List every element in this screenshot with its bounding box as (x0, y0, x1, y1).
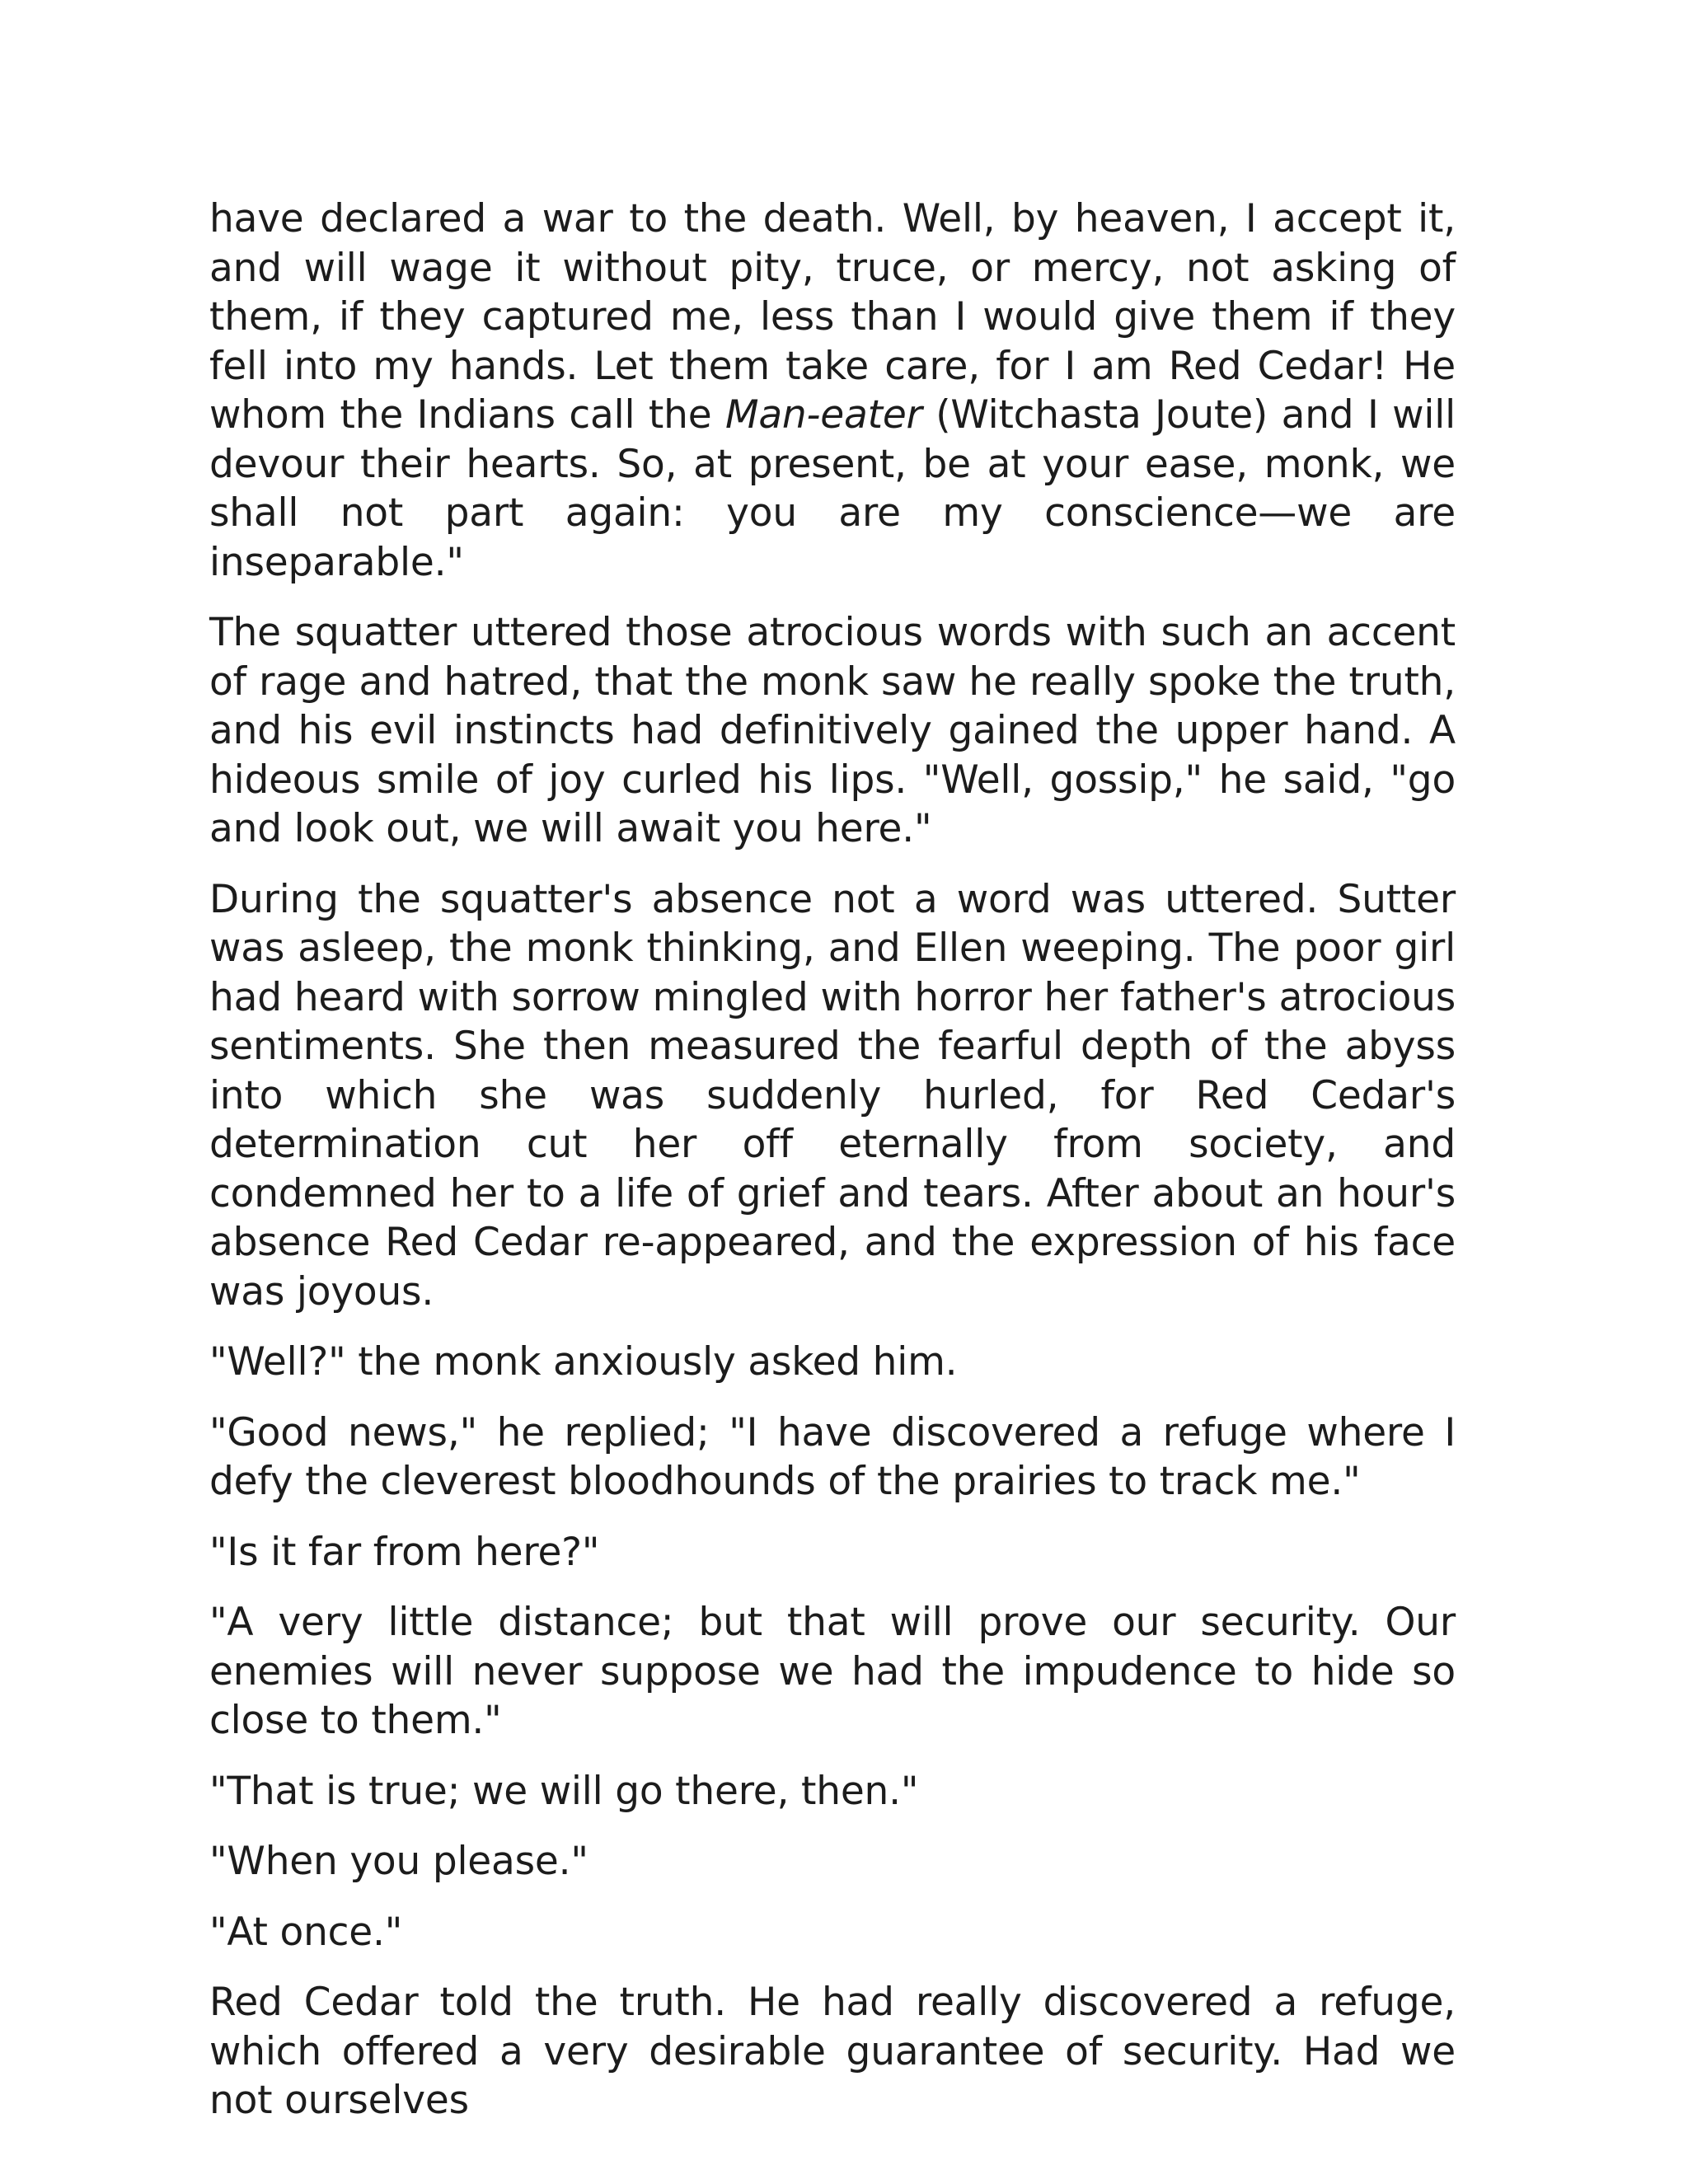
paragraph-4: "Well?" the monk anxiously asked him. (209, 1339, 958, 1385)
paragraph-11: Red Cedar told the truth. He had really discovered a refuge, which offered a very desirable guarantee of security. Had we not ourselves (209, 1980, 1456, 2123)
paragraph-1 (209, 194, 1456, 587)
paragraph-1-text-end: (Witchasta Joute) and I will devour their hearts. So, at present, be at your ease, monk, we shall not part again: you are my conscience—we are inseparable." (209, 392, 1456, 585)
paragraph-5: "Good news," he replied; "I have discovered a refuge where I defy the cleverest bloodhounds of the prairies to track me." (209, 1409, 1456, 1504)
paragraph-2: The squatter uttered those atrocious words with such an accent of rage and hatred, that the monk saw he really spoke the truth, and his evil instincts had definitively gained the upper hand. A hideous smile of joy curled his lips. "Well, gossip," he said, "go and look out, we will await you here." (209, 610, 1456, 851)
paragraph-1-text-start: have declared a war to the death. Well, by heaven, I accept it, and will wage it without pity, truce, or mercy, not asking of them, if they captured me, less than I would give them if they fell into my hands. Let them take care, for I am Red Cedar! He whom the Indians call the (209, 196, 1456, 438)
paragraph-10: "At once." (209, 1909, 403, 1955)
page-body (209, 194, 1456, 2147)
paragraph-1-italic-term: Man-eater (724, 392, 922, 438)
paragraph-3: During the squatter's absence not a word was uttered. Sutter was asleep, the monk thinking, and Ellen weeping. The poor girl had heard with sorrow mingled with horror her father's atrocious sentiments. She then measured the fearful depth of the abyss into which she was suddenly hurled, for Red Cedar's determination cut her off eternally from society, and condemned her to a life of grief and tears. After about an hour's absence Red Cedar re-appeared, and the expression of his face was joyous. (209, 876, 1456, 1315)
paragraph-8: "That is true; we will go there, then." (209, 1768, 919, 1814)
paragraph-9: "When you please." (209, 1839, 588, 1884)
paragraph-7: "A very little distance; but that will prove our security. Our enemies will never suppose we had the impudence to hide so close to them." (209, 1600, 1456, 1743)
paragraph-6: "Is it far from here?" (209, 1529, 600, 1575)
